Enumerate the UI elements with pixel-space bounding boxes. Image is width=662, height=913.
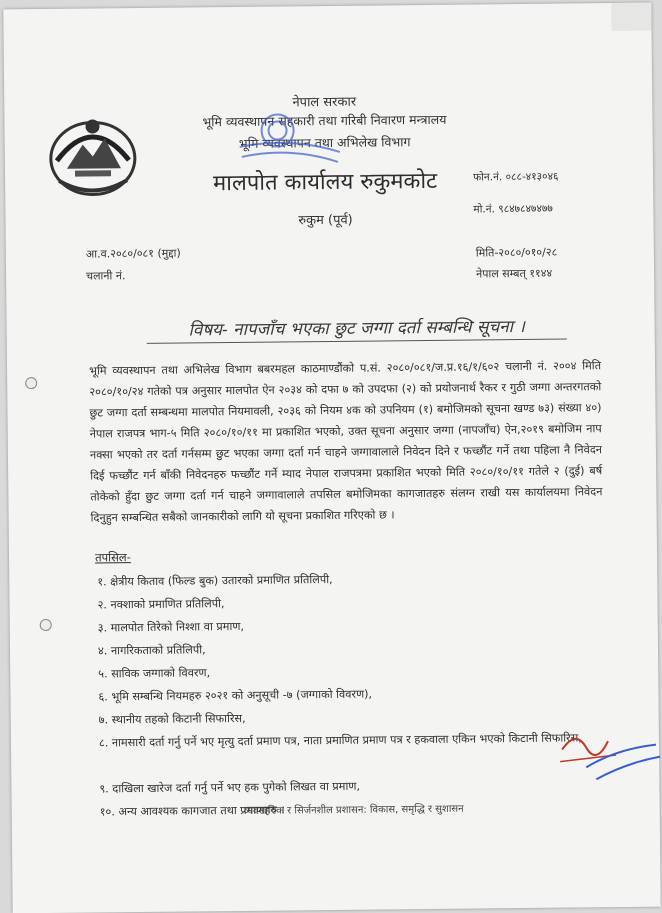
list-item: ९. दाखिला खारेज दर्ता गर्नु पर्ने भए हक पुगेको लिखत वा प्रमाण, [99,779,361,796]
office-phone: फोन.नं. ०८८-४१३०४६ [473,170,559,184]
list-item: २. नक्शाको प्रमाणित प्रतिलिपी, [97,597,225,612]
details-heading: तपसिल- [94,550,131,565]
list-item: ४. नागरिकताको प्रतिलिपी, [97,643,206,658]
government-title: नेपाल सरकार [292,94,357,111]
punch-hole [40,619,52,631]
notice-subject: विषय- नापजाँच भएका छुट जग्गा दर्ता सम्बन्धि सूचना । [147,314,567,344]
list-item: १०. अन्य आवश्यक कागजात तथा प्रमाणहरु । [99,803,285,819]
list-item: ८. नामसारी दर्ता गर्नु पर्ने भए मृत्यु दर्ता प्रमाण पत्र, नाता प्रमाणित प्रमाण पत्र र हकवाला एकिन भएको किटानी सिफारिस, [98,731,582,750]
document-page [3,3,660,913]
list-item: ३. मालपोत तिरेको निश्शा वा प्रमाण, [97,619,245,635]
department-title: भूमि व्यवस्थापन तथा अभिलेख विभाग [238,134,411,151]
list-item: ५. साविक जग्गाको विवरण, [98,666,211,681]
list-item: ६. भूमि सम्बन्धि नियमहरु २०२१ को अनुसूची -७ (जग्गाको विवरण), [98,687,373,704]
officer-signature-stamp-icon [556,719,662,790]
punch-hole [25,377,37,389]
dispatch-number: चलानी नं. [86,269,126,283]
page-corner [611,3,651,31]
office-mobile: मो.नं. ९८४७८४७४७७ [473,202,553,216]
office-seal-stamp-icon [229,96,350,173]
list-item: ७. स्थानीय तहको किटानी सिफारिस, [98,711,246,727]
ministry-title: भूमि व्यवस्थापन सहकारी तथा गरिबी निवारण मन्त्रालय [202,111,447,130]
nepal-samvat-year: नेपाल सम्बत् ११४४ [476,266,553,281]
district-title: रुकुम (पूर्व) [298,212,353,229]
letter-date: मिति-२०८०/०१०/२८ [475,245,558,260]
nepal-emblem-icon [46,108,139,201]
fiscal-year: आ.व.२०८०/०८१ (मुद्दा) [85,246,181,261]
list-item: १. क्षेत्रीय किताव (फिल्ड बुक) उतारको प्रमाणित प्रतिलिपी, [97,573,333,589]
notice-body: भूमि व्यवस्थापन तथा अभिलेख विभाग बबरमहल काठमाण्डौंको प.सं. २०८०/०८१/ज.प्र.१६/१/६०२ चलानी नं. २००४ मिति २०८०/१०/२४ गतेको पत्र अनुसार मालपोत ऐन २०३४ को दफा ७ को उपदफा (२) को प्रयोजनार्थ रैकर र गुठी जग्गा अन्तरगतको छुट जग्गा दर्ता सम्बन्धमा मालपोत नियमावली, २०३६ को नियम ४क को उपनियम (१) बमोजिमको सूचना खण्ड ७३) संख्या ४०) नेपाल राजपत्र भाग-५ मिति २०८०/१०/११ मा प्रकाशित भएको, उक्त सूचना अनुसार जग्गा (नापजाँच) ऐन,२०१९ बमोजिम नाप नक्सा भएको तर दर्ता गर्नसम्म छुट भएका जग्गा दर्ता गर्न चाहने जग्गावालाले निवेदन दिने र फच्छौंट गर्ने तथा पहिला नै निवेदन दिई फच्छौंट गर्न बाँकी निवेदनहरु फच्छौंट गर्ने म्याद नेपाल राजपत्रमा प्रकाशित भएको मिति २०८०/१०/११ गतेले २ (दुई) बर्ष तोकेको हुँदा छुट जग्गा दर्ता गर्न चाहने जग्गावालाले तपसिल बमोजिमका कागजातहरु संलग्न राखी यस कार्यालयमा निवेदन दिनुहुन सम्बन्धित सबैको जानकारीको लागि यो सूचना प्रकाशित गरिएको छ । [89,359,603,525]
office-title: मालपोत कार्यालय रुकुमकोट [212,168,438,197]
footer-motto: व्यवसायिक र सिर्जनशील प्रशासन: विकास, समृद्धि र सुशासन [243,803,464,817]
required-documents-list [97,565,600,823]
